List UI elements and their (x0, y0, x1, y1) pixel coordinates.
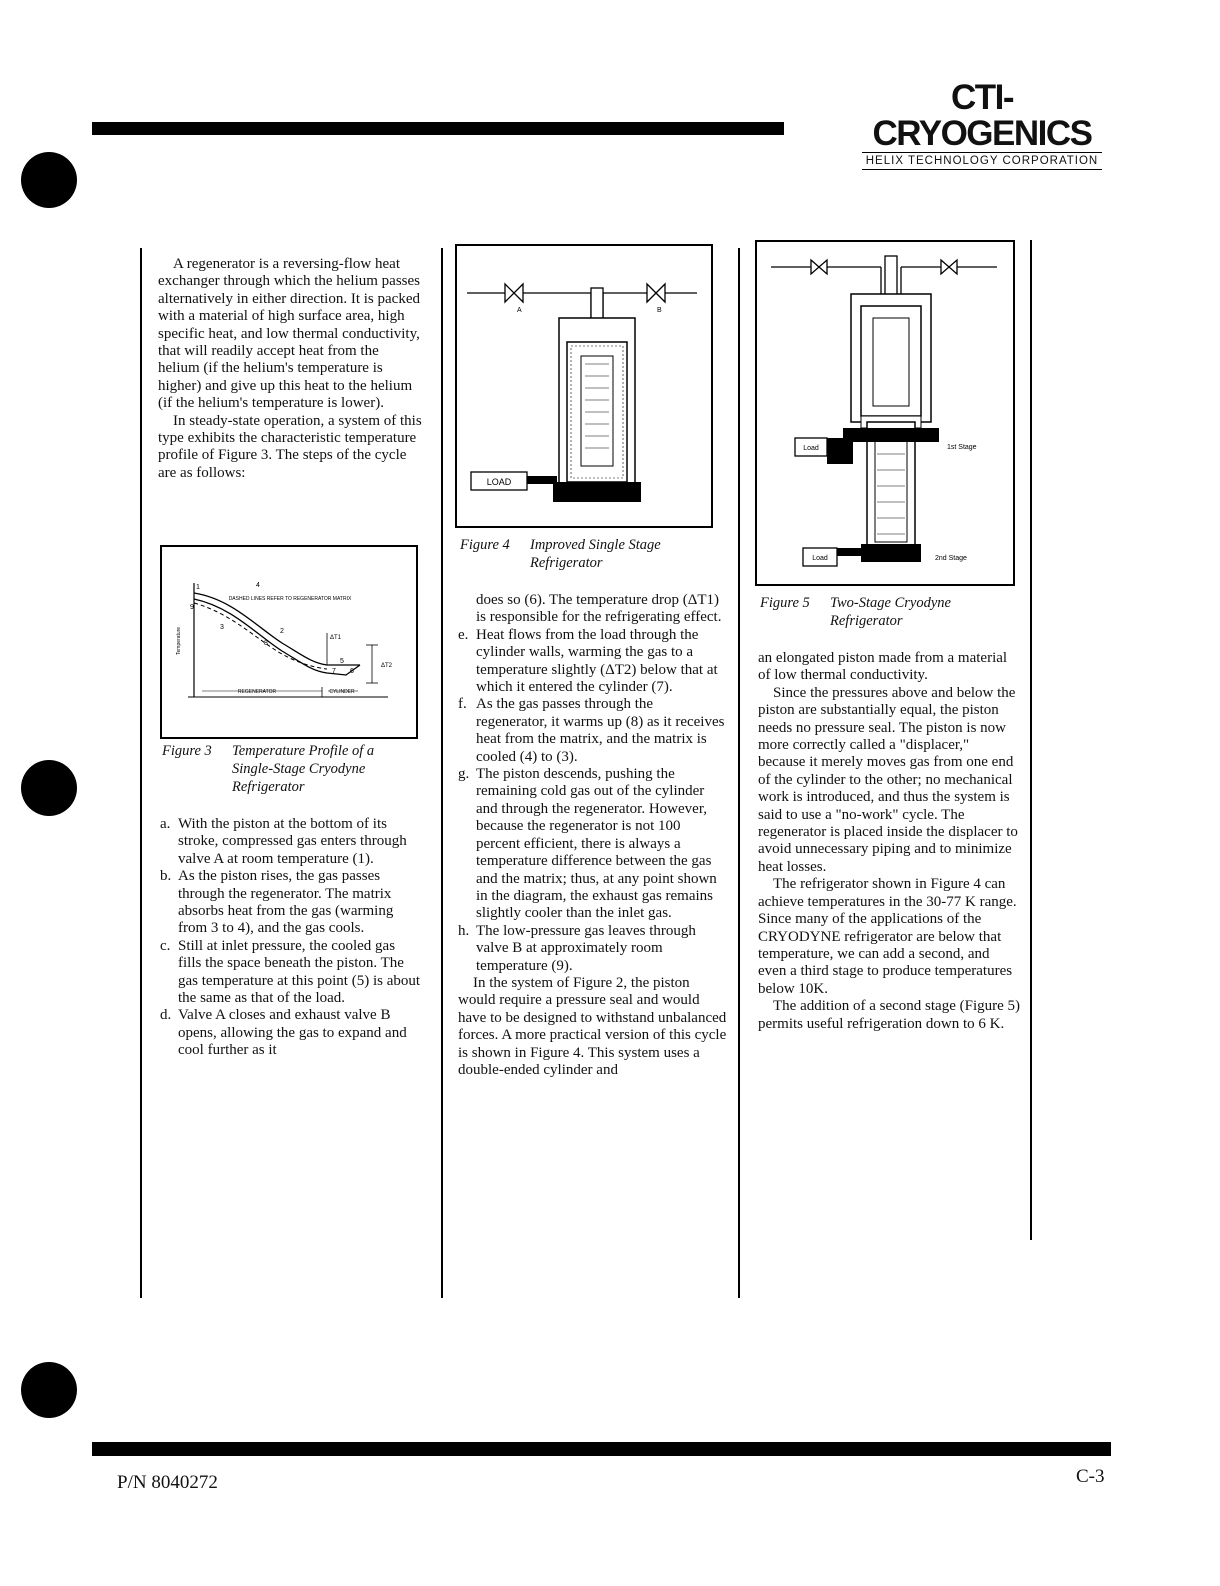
list-item (458, 923, 728, 975)
point-label: 7 (332, 668, 336, 675)
column-rule-1 (140, 248, 142, 1298)
valve-b-label: B (657, 307, 662, 314)
logo-sub-text: HELIX TECHNOLOGY CORPORATION (862, 152, 1102, 170)
two-stage-refrigerator-drawing (757, 242, 1013, 584)
column-rule-3 (738, 248, 740, 1298)
figure-4-title-line: Refrigerator (530, 555, 603, 571)
figure-5-title-line: Refrigerator (830, 613, 903, 629)
paragraph: The addition of a second stage (Figure 5) permits useful refrigeration down to 6 K. (758, 998, 1021, 1032)
list-item (458, 766, 728, 923)
figure-3-title-line: Single-Stage Cryodyne (232, 761, 366, 777)
figure-4-caption (460, 536, 720, 572)
list-label: g. (458, 766, 470, 783)
header-rule (92, 122, 784, 135)
figure-3-ylabel: Temperature (176, 626, 182, 655)
point-label: 9 (190, 604, 194, 611)
footer-rule (92, 1442, 1111, 1456)
list-text: The piston descends, pushing the remaining cold gas out of the cylinder and through the regenerator. However, because the regenerator is not 100 percent efficient, there is always a temperature difference between the gas and the matrix; thus, at any point shown in the diagram, the exhaust gas remains slightly cooler than the inlet gas. (476, 766, 717, 922)
company-logo (862, 80, 1102, 170)
binder-hole-middle (21, 760, 77, 816)
point-label: 1 (196, 584, 200, 591)
figure-5-caption (760, 594, 1020, 630)
figure-3-title-line: Refrigerator (232, 779, 305, 795)
valve-a-label: A (517, 307, 522, 314)
list-text: Heat flows from the load through the cylinder walls, warming the gas to a temperature slightly (ΔT2) below that at which it entered the cylinder (7). (476, 626, 718, 696)
single-stage-refrigerator-drawing (457, 246, 711, 526)
figure-3-regenerator-label: REGENERATOR (237, 689, 277, 695)
figure-3-note: DASHED LINES REFER TO REGENERATOR MATRIX (228, 596, 352, 602)
binder-hole-top (21, 152, 77, 208)
figure-5-load-2: Load (812, 555, 828, 562)
list-label: f. (458, 696, 467, 713)
list-item (160, 1007, 422, 1059)
figure-4-diagram (455, 244, 713, 528)
part-number: P/N 8040272 (117, 1472, 218, 1493)
column-rule-2 (441, 248, 443, 1298)
column-rule-4 (1030, 240, 1032, 1240)
temperature-profile-plot (162, 547, 416, 737)
paragraph: In steady-state operation, a system of this type exhibits the characteristic temperature profile of Figure 3. The steps of the cycle are as follows: (158, 412, 422, 481)
figure-3-dt2: ΔT2 (381, 663, 393, 669)
paragraph: does so (6). The temperature drop (ΔT1) is responsible for the refrigerating effect. (476, 592, 722, 626)
list-label: e. (458, 626, 469, 643)
paragraph: A regenerator is a reversing-flow heat exchanger through which the helium passes alternatively in either direction. It is packed with a material of high surface area, high specific heat, and low thermal conductivity, that will readily accept heat from the helium (if the helium's temperature is higher) and give up this heat to the helium (if the helium's temperature is lower). (158, 256, 421, 412)
figure-5-number: Figure 5 (760, 595, 810, 611)
list-label: h. (458, 922, 470, 939)
list-item (160, 816, 422, 868)
point-label: 6 (350, 668, 354, 675)
list-text: As the gas passes through the regenerator, it warms up (8) as it receives heat from the matrix, and the matrix is cooled (4) to (3). (476, 696, 725, 765)
list-label: b. (160, 868, 172, 885)
page-number: C-3 (1076, 1466, 1105, 1487)
figure-3-cylinder-label: CYLINDER (329, 689, 355, 695)
point-label: 5 (340, 658, 344, 665)
list-text: With the piston at the bottom of its stroke, compressed gas enters through valve A at room temperature (1). (178, 816, 407, 867)
figure-5-stage-1: 1st Stage (947, 444, 977, 451)
point-label: 3 (220, 624, 224, 631)
figure-3-title-line: Temperature Profile of a (232, 743, 375, 759)
figure-3-chart (160, 545, 418, 739)
list-text: The low-pressure gas leaves through valve B at approximately room temperature (9). (476, 922, 696, 974)
figure-4-load-label: LOAD (486, 477, 512, 487)
column-1-intro (158, 256, 423, 482)
point-label: 4 (256, 582, 260, 589)
list-text: As the piston rises, the gas passes through the regenerator. The matrix absorbs heat from the gas (warming from 3 to 4), and the gas cools. (178, 868, 394, 937)
list-item (160, 938, 422, 1008)
paragraph: In the system of Figure 2, the piston would require a pressure seal and would have to be designed to withstand unbalanced forces. A more practical version of this cycle is shown in Figure 4. This system uses a double-ended cylinder and (458, 974, 727, 1078)
column-1-steps (160, 816, 422, 1060)
list-label: a. (160, 816, 171, 832)
paragraph: Since the pressures above and below the piston are substantially equal, the piston needs no pressure seal. The piston is now more correctly called a "displacer," because it merely moves gas from one end of the cylinder to the other; no mechanical work is introduced, and thus the system is said to use a "no-work" cycle. The regenerator is placed inside the displacer to avoid unnecessary piping and to minimize heat losses. (758, 684, 1018, 875)
figure-3-number: Figure 3 (162, 743, 212, 759)
list-item (160, 868, 422, 938)
list-label: c. (160, 937, 171, 954)
list-text: Valve A closes and exhaust valve B opens, allowing the gas to expand and cool further as it (178, 1007, 407, 1059)
figure-5-title-line: Two-Stage Cryodyne (830, 595, 951, 611)
list-item (458, 696, 728, 766)
figure-3-dt1: ΔT1 (330, 635, 342, 641)
figure-4-number: Figure 4 (460, 537, 510, 553)
paragraph: The refrigerator shown in Figure 4 can achieve temperatures in the 30-77 K range. Since many of the applications of the CRYODYNE refrigerator are below that temperature, we can add a second, and even a third stage to produce temperatures below 10K. (758, 876, 1017, 997)
list-text: Still at inlet pressure, the cooled gas fills the space beneath the piston. The gas temperature at this point (5) is about the same as that of the load. (178, 937, 421, 1007)
point-label: 2 (280, 628, 284, 635)
figure-5-diagram (755, 240, 1015, 586)
logo-main-text: CTI-CRYOGENICS (872, 78, 1092, 153)
figure-5-load-1: Load (803, 445, 819, 452)
figure-3-caption (162, 742, 422, 796)
list-label: d. (160, 1007, 172, 1024)
binder-hole-bottom (21, 1362, 77, 1418)
list-item (458, 627, 728, 697)
point-label: 8 (264, 640, 268, 647)
figure-5-stage-2: 2nd Stage (935, 555, 967, 562)
column-2-text (458, 592, 728, 1079)
column-3-text (758, 650, 1020, 1033)
figure-4-title-line: Improved Single Stage (530, 537, 661, 553)
paragraph: an elongated piston made from a material of low thermal conductivity. (758, 650, 1008, 684)
